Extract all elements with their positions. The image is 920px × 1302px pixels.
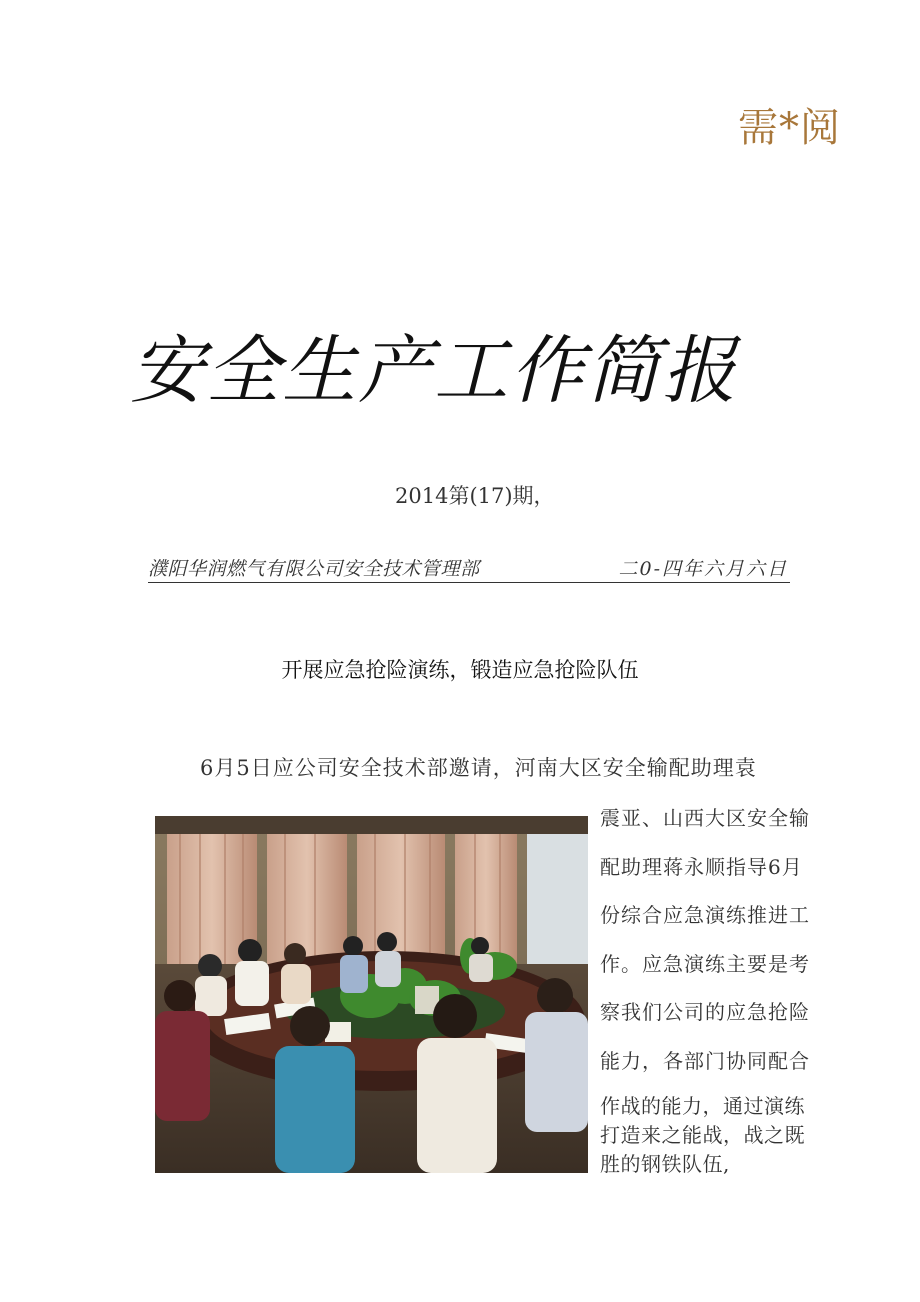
body-line: 震亚、山西大区安全输 (600, 806, 810, 830)
body-line: 打造来之能战，战之既 (600, 1123, 805, 1147)
meeting-photo (155, 816, 588, 1173)
body-line: 份综合应急演练推进工 (600, 903, 810, 927)
publish-date: 二0-四年六月六日 (618, 558, 788, 580)
body-line: 作。应急演练主要是考 (600, 951, 810, 976)
body-line: 胜的钢铁队伍, (600, 1152, 730, 1176)
article-body-wrap (600, 794, 850, 1085)
bulletin-title: 安全生产工作简报 (130, 328, 738, 414)
article-headline: 开展应急抢险演练，锻造应急抢险队伍 (281, 658, 639, 682)
meeting-photo-illustration (155, 816, 588, 1173)
body-line: 能力，各部门协同配合 (600, 1048, 810, 1073)
article-body-tail (600, 1092, 850, 1179)
article-lead: 6月5日应公司安全技术部邀请，河南大区安全输配助理袁 (200, 756, 757, 780)
issue-number: 2014第(17)期， (395, 484, 555, 508)
review-stamp: 需*阅 (738, 105, 841, 151)
body-line: 配助理蒋永顺指导6月 (600, 854, 803, 879)
publisher-line (148, 552, 790, 583)
publisher-org: 濮阳华润燃气有限公司安全技术管理部 (148, 558, 480, 580)
body-line: 作战的能力，通过演练 (600, 1094, 805, 1118)
body-line: 察我们公司的应急抢险 (600, 1000, 810, 1024)
